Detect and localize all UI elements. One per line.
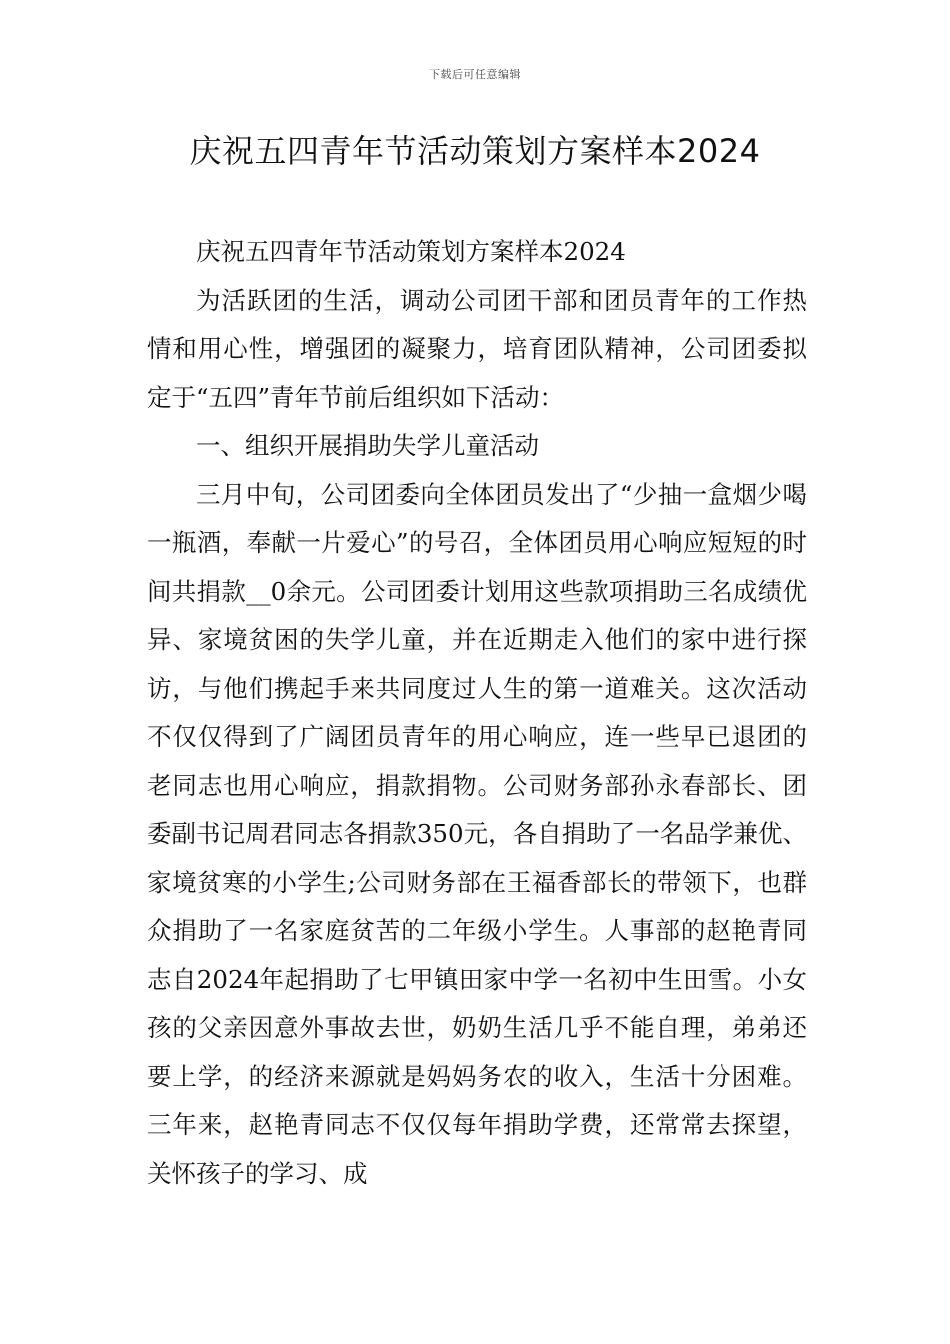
document-title: 庆祝五四青年节活动策划方案样本2024 [189,132,761,170]
header-note: 下载后可任意编辑 [429,68,521,81]
body-paragraph-intro: 为活跃团的生活，调动公司团干部和团员青年的工作热情和用心性，增强团的凝聚力，培育团队精神，公司团委拟定于“五四”青年节前后组织如下活动： [147,285,807,412]
document-body [147,228,807,1198]
body-paragraph-subtitle: 庆祝五四青年节活动策划方案样本2024 [196,237,626,266]
section-heading: 一、组织开展捐助失学儿童活动 [196,431,539,460]
body-paragraph-detail: 三月中旬，公司团委向全体团员发出了“少抽一盒烟少喝一瓶酒，奉献一片爱心”的号召，全体团员用心响应短短的时间共捐款__0余元。公司团委计划用这些款项捐助三名成绩优异、家境贫困的失学儿童，并在近期走入他们的家中进行探访，与他们携起手来共同度过人生的第一道难关。这次活动不仅仅得到了广阔团员青年的用心响应，连一些早已退团的老同志也用心响应，捐款捐物。公司财务部孙永春部长、团委副书记周君同志各捐款350元，各自捐助了一名品学兼优、家境贫寒的小学生;公司财务部在王福香部长的带领下，也群众捐助了一名家庭贫苦的二年级小学生。人事部的赵艳青同志自2024年起捐助了七甲镇田家中学一名初中生田雪。小女孩的父亲因意外事故去世，奶奶生活几乎不能自理，弟弟还要上学，的经济来源就是妈妈务农的收入，生活十分困难。三年来，赵艳青同志不仅仅每年捐助学费，还常常去探望，关怀孩子的学习、成 [147,479,807,1188]
